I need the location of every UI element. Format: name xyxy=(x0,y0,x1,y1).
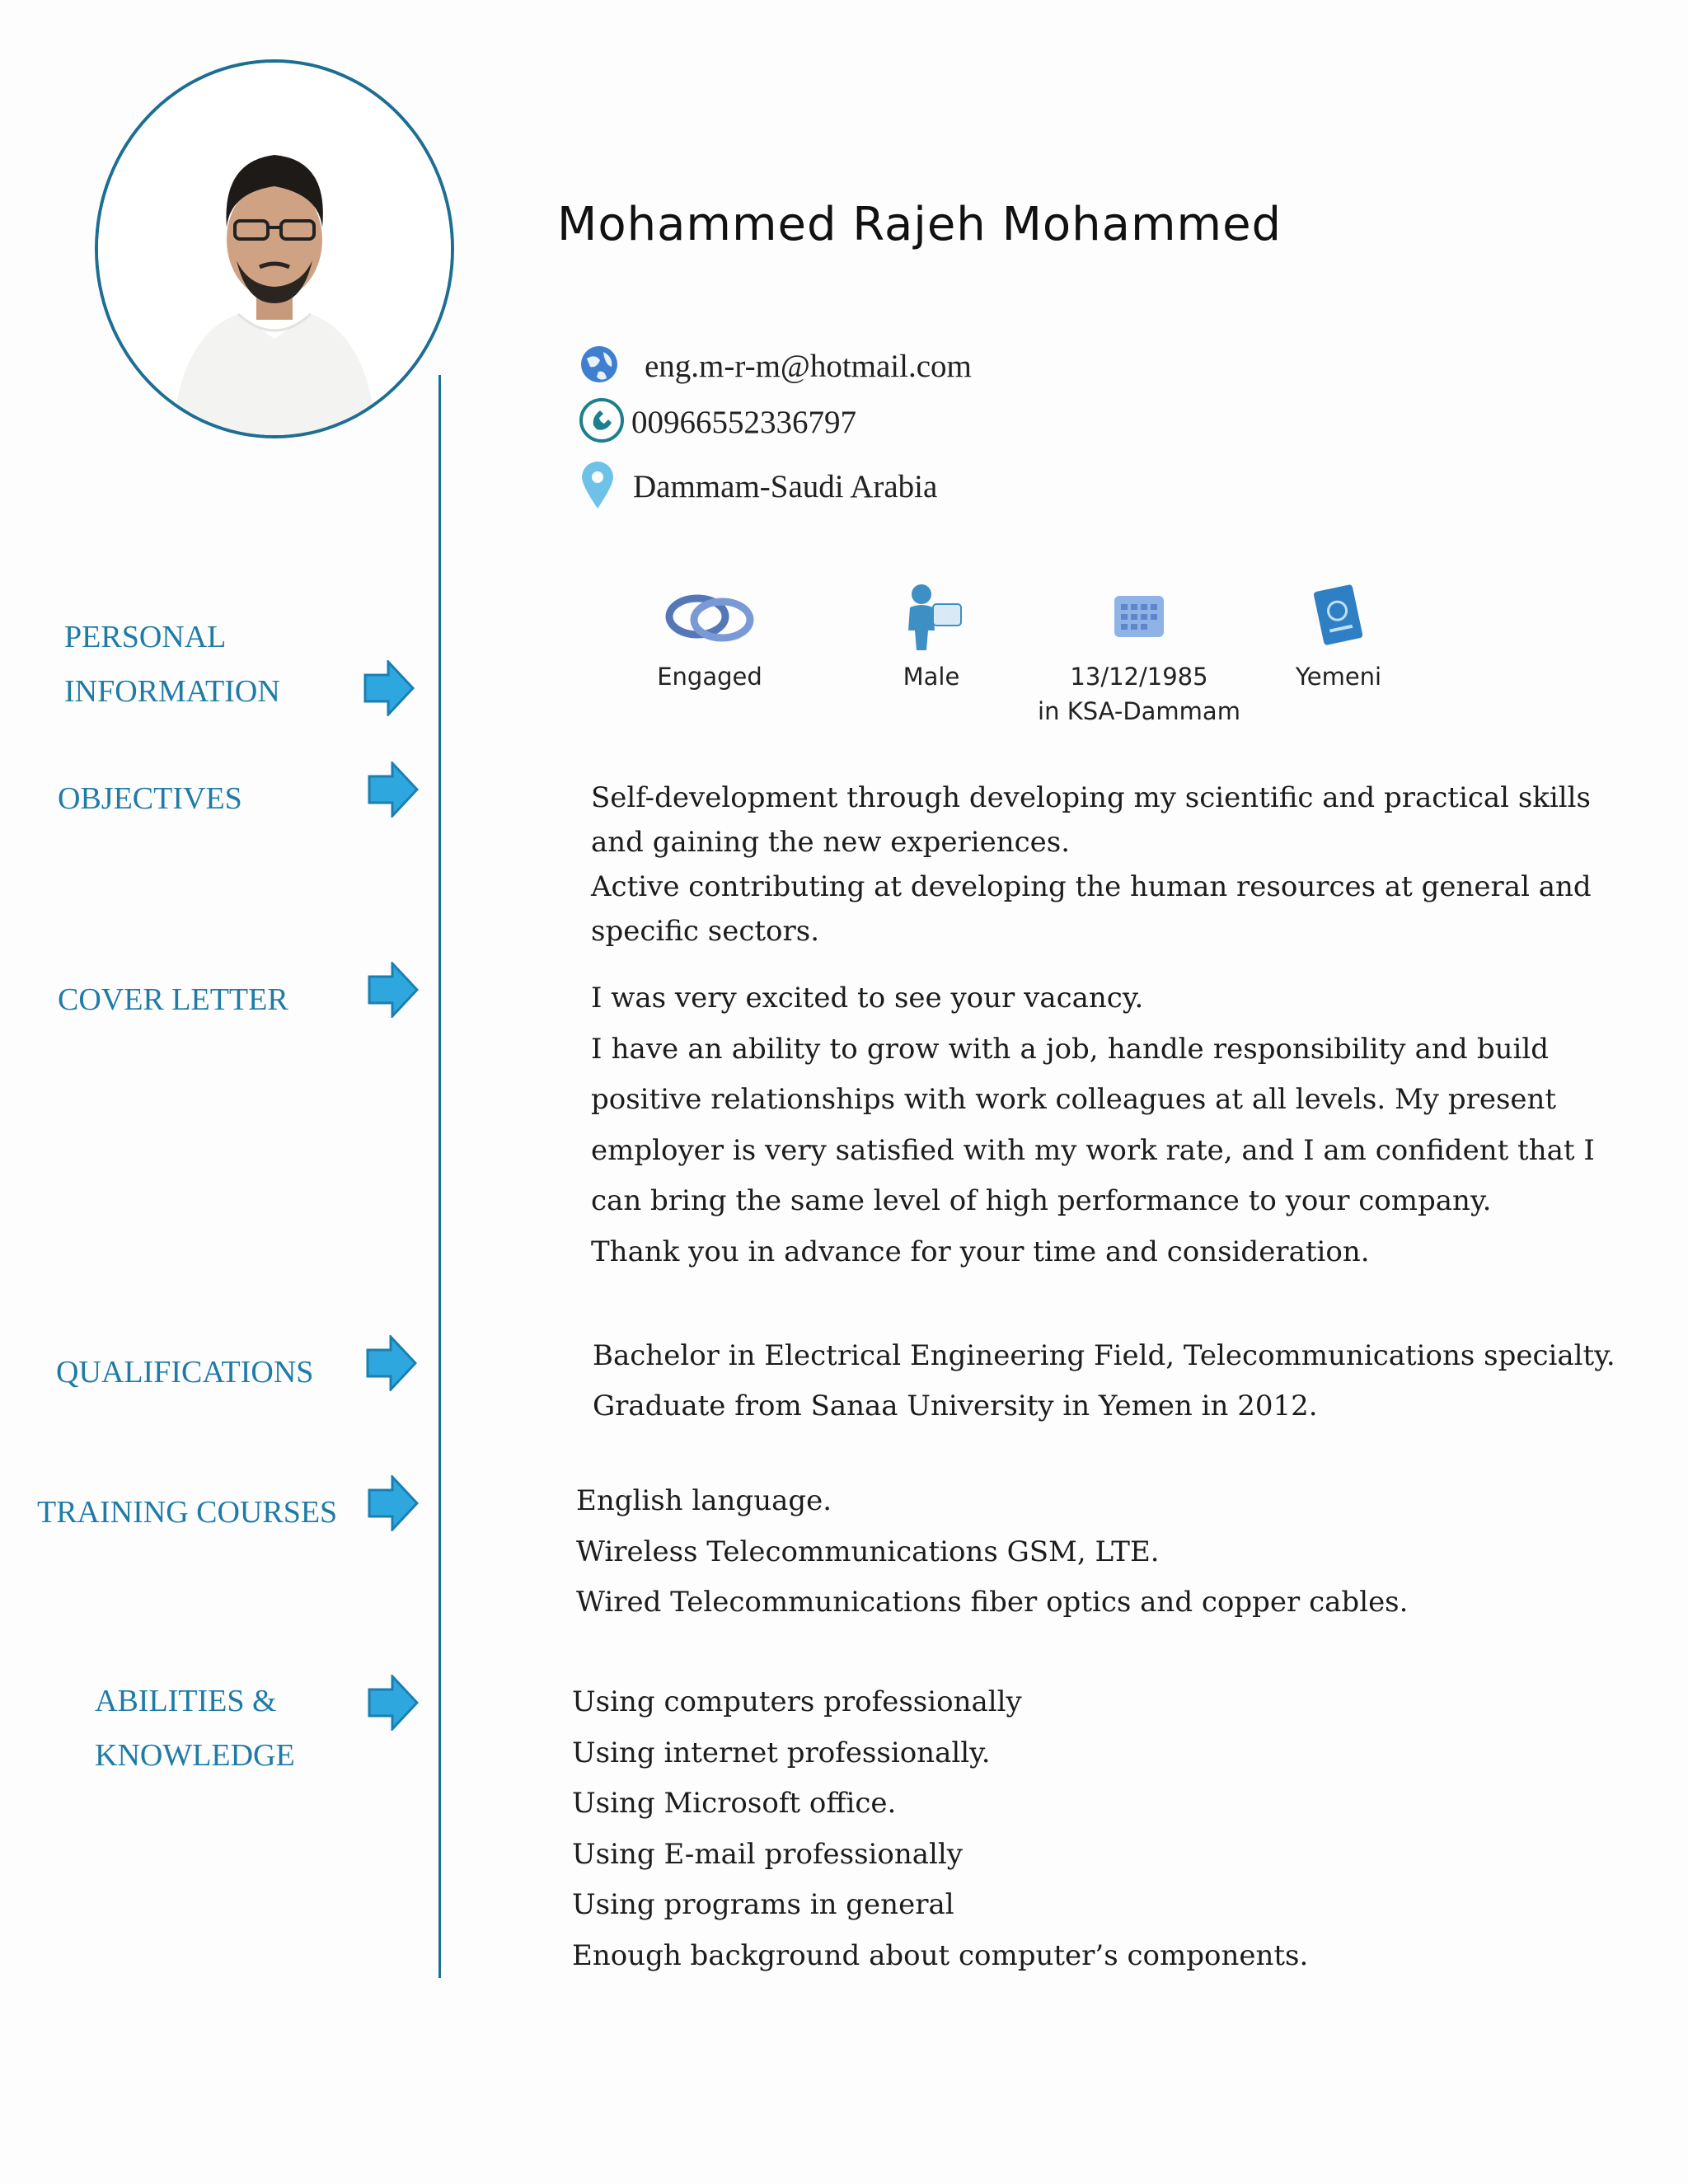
list-item: Wireless Telecommunications GSM, LTE. xyxy=(576,1535,1160,1568)
qualification-line: Bachelor in Electrical Engineering Field, Telecommunications specialty. xyxy=(593,1339,1615,1372)
contact-location-row xyxy=(579,460,937,513)
objectives-line: Self-development through developing my scientific and practical skills xyxy=(591,781,1591,814)
phone-number: 00966552336797 xyxy=(631,404,856,440)
arrow-right-icon xyxy=(368,762,419,818)
arrow-right-icon xyxy=(363,660,415,716)
passport-icon xyxy=(1306,579,1372,657)
objectives-line: Active contributing at developing the human resources at general and xyxy=(591,870,1592,903)
heading-line: ABILITIES & xyxy=(95,1684,277,1718)
portrait-image xyxy=(98,63,451,435)
candidate-name: Mohammed Rajeh Mohammed xyxy=(557,198,1282,251)
list-item: Using Microsoft office. xyxy=(572,1787,897,1820)
abilities-list xyxy=(572,1677,1308,1981)
list-item: Using E-mail professionally xyxy=(572,1837,964,1871)
arrow-right-icon xyxy=(368,962,419,1018)
heading-line: PERSONAL xyxy=(64,620,227,654)
section-training-heading: TRAINING COURSES xyxy=(37,1495,338,1530)
contact-email-row xyxy=(579,340,972,392)
section-abilities-heading xyxy=(95,1674,295,1783)
arrow-right-icon xyxy=(368,1675,419,1731)
birth-place-label: in KSA-Dammam xyxy=(1038,697,1240,725)
cover-letter-line: employer is very satisfied with my work rate, and I am confident that I xyxy=(591,1133,1595,1167)
list-item: Using programs in general xyxy=(572,1888,954,1921)
cover-letter-line: can bring the same level of high performance to your company. xyxy=(591,1184,1492,1217)
birth-date-label: 13/12/1985 xyxy=(1070,663,1208,691)
objectives-line: specific sectors. xyxy=(591,915,820,948)
phone-icon xyxy=(579,397,625,447)
training-courses-list xyxy=(576,1476,1408,1629)
objectives-line: and gaining the new experiences. xyxy=(591,826,1071,859)
heading-line: INFORMATION xyxy=(64,674,280,709)
cover-letter-line: I was very excited to see your vacancy. xyxy=(591,982,1144,1015)
marital-status-item xyxy=(603,577,817,694)
qualifications-text xyxy=(593,1331,1615,1432)
calendar-icon xyxy=(1106,588,1172,649)
gender-label: Male xyxy=(903,663,960,691)
rings-icon xyxy=(660,583,759,653)
list-item: Wired Telecommunications fiber optics and copper cables. xyxy=(576,1586,1409,1619)
arrow-right-icon xyxy=(366,1335,417,1391)
cover-letter-line: Thank you in advance for your time and consideration. xyxy=(591,1235,1370,1268)
cover-letter-line: positive relationships with work colleagues at all levels. My present xyxy=(591,1083,1557,1116)
contact-phone-row xyxy=(579,396,856,448)
email-link[interactable]: eng.m-r-m@hotmail.com xyxy=(645,348,972,384)
location-text: Dammam-Saudi Arabia xyxy=(633,468,938,504)
qualification-line: Graduate from Sanaa University in Yemen in 2012. xyxy=(593,1390,1318,1422)
list-item: Enough background about computer’s components. xyxy=(572,1938,1309,1972)
globe-icon xyxy=(579,344,620,388)
list-item: Using internet professionally. xyxy=(572,1736,991,1769)
timeline-divider xyxy=(438,375,441,1978)
section-qualifications-heading: QUALIFICATIONS xyxy=(56,1355,314,1390)
profile-photo xyxy=(95,59,454,438)
section-cover-letter-heading: COVER LETTER xyxy=(58,982,288,1017)
birth-item xyxy=(1032,577,1246,729)
nationality-label: Yemeni xyxy=(1295,663,1382,691)
cover-letter-line: I have an ability to grow with a job, handle responsibility and build xyxy=(591,1032,1549,1066)
heading-line: KNOWLEDGE xyxy=(95,1738,295,1773)
nationality-item xyxy=(1231,577,1446,694)
section-objectives-heading: OBJECTIVES xyxy=(58,781,242,816)
gender-figure-icon xyxy=(898,579,964,657)
list-item: Using computers professionally xyxy=(572,1685,1022,1718)
arrow-right-icon xyxy=(368,1475,419,1531)
section-personal-info-heading xyxy=(64,610,280,719)
map-pin-icon xyxy=(579,459,617,513)
objectives-text xyxy=(591,776,1592,954)
list-item: English language. xyxy=(576,1484,832,1517)
cover-letter-text xyxy=(591,973,1595,1277)
gender-item xyxy=(824,577,1039,694)
marital-status-label: Engaged xyxy=(657,663,762,691)
